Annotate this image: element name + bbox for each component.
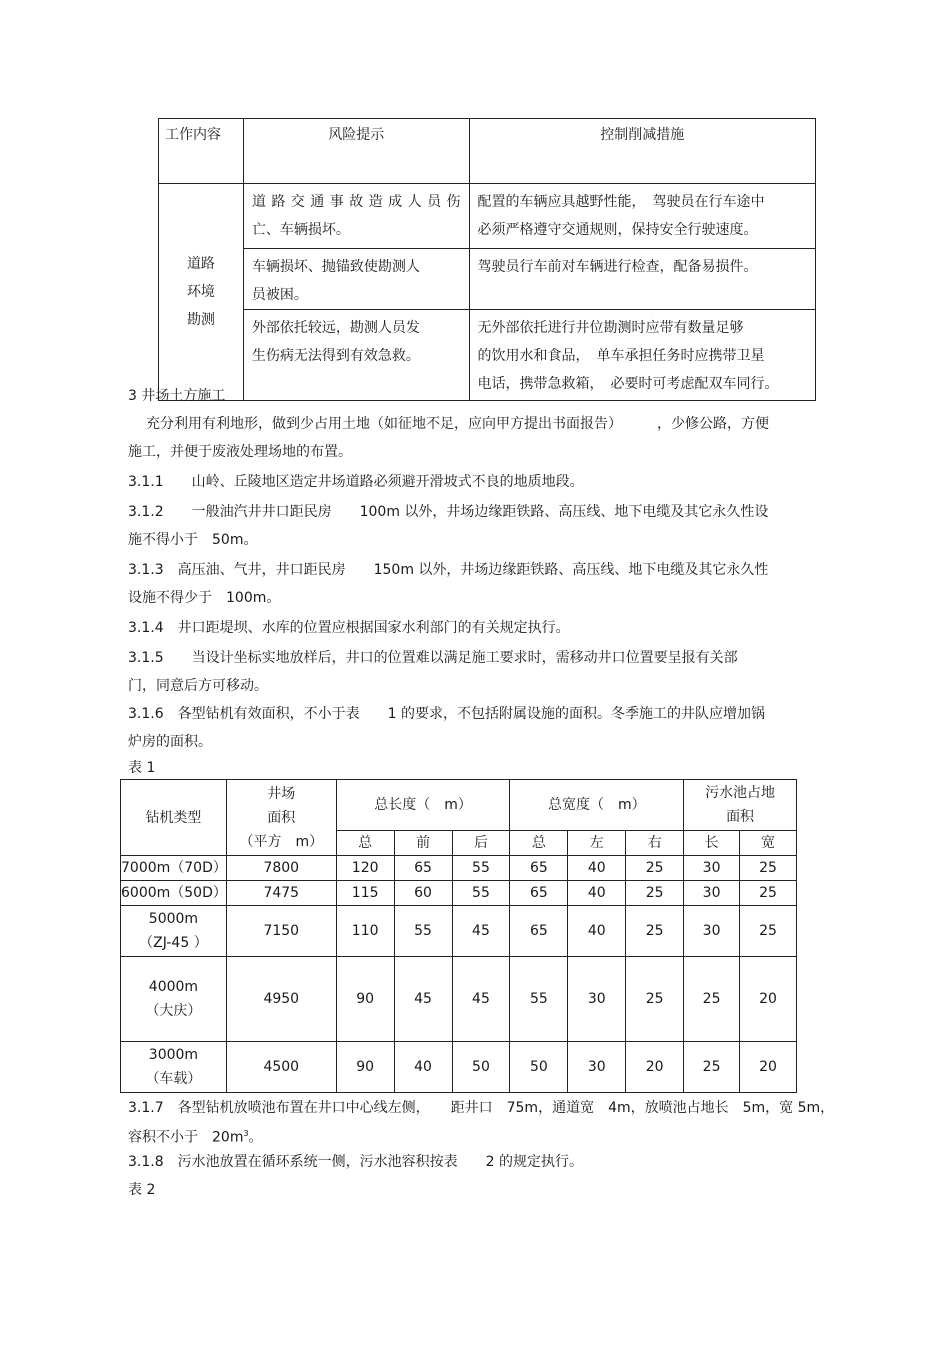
table-cell: 20 [626, 1042, 684, 1093]
header-line: 面积 [726, 809, 755, 825]
table-cell: 25 [626, 856, 684, 881]
table-cell: 90 [336, 957, 394, 1042]
risk-cell [243, 184, 469, 249]
subheader-cell: 后 [452, 831, 510, 856]
subheader-cell: 总 [510, 831, 568, 856]
rig-cell: 7000m（70D） [121, 856, 227, 881]
subheader-cell: 左 [568, 831, 626, 856]
rig-line: 4000m [148, 979, 199, 995]
clause-3-1-5-cont: 门，同意后方可移动。 [128, 678, 268, 694]
header-line: 井场 [267, 785, 296, 802]
risk-line: 生伤病无法得到有效急救。 [251, 348, 420, 364]
table-cell: 7475 [226, 881, 336, 906]
clause-3-1-3-cont: 设施不得少于 100m。 [128, 590, 281, 606]
table-header-row [121, 780, 797, 831]
table-cell: 40 [568, 881, 626, 906]
table-cell: 20 [740, 1042, 797, 1093]
table-cell: 110 [336, 906, 394, 957]
table-cell: 25 [626, 957, 684, 1042]
table-cell: 25 [626, 906, 684, 957]
header-measure: 控制削减措施 [469, 119, 815, 184]
table-cell: 4950 [226, 957, 336, 1042]
rig-line: （ZJ-45 ） [139, 935, 208, 951]
risk-line: 亡、车辆损坏。 [251, 222, 350, 238]
table-cell: 7150 [226, 906, 336, 957]
table-cell: 30 [684, 906, 740, 957]
table-cell: 25 [626, 881, 684, 906]
table-cell: 25 [684, 957, 740, 1042]
measure-line: 驾驶员行车前对车辆进行检查，配备易损件。 [477, 259, 758, 275]
risk-line: 道路交通事故造成人员伤 [251, 194, 461, 210]
category-line: 环境 [186, 284, 215, 300]
clause-3-1-6-cont: 炉房的面积。 [128, 734, 212, 750]
table-cell: 40 [568, 856, 626, 881]
measure-line: 电话，携带急救箱， 必要时可考虑配双车同行。 [477, 376, 779, 392]
paragraph-line: 施工，并便于废液处理场地的布置。 [128, 444, 352, 460]
header-line: 面积 [267, 809, 296, 826]
measure-cell [469, 249, 815, 310]
clause-3-1-7-cont [128, 1124, 263, 1148]
table-cell: 65 [394, 856, 452, 881]
table-cell: 55 [510, 957, 568, 1042]
table-row [121, 906, 797, 957]
risk-cell [243, 310, 469, 401]
table-cell: 25 [684, 1042, 740, 1093]
measure-line: 配置的车辆应具越野性能， 驾驶员在行车途中 [477, 194, 765, 210]
category-line: 道路 [186, 256, 215, 272]
header-pool-area [684, 780, 797, 831]
table-cell: 55 [394, 906, 452, 957]
table-cell: 45 [452, 957, 510, 1042]
table-cell: 65 [510, 906, 568, 957]
measure-line: 的饮用水和食品， 单车承担任务时应携带卫星 [477, 348, 765, 364]
rig-cell: 6000m（50D） [121, 881, 227, 906]
risk-line: 员被困。 [251, 287, 308, 303]
table-cell: 55 [452, 856, 510, 881]
clause-text: 容积不小于 20m [128, 1129, 244, 1146]
table-row [121, 856, 797, 881]
risk-cell [243, 249, 469, 310]
table-row [159, 249, 816, 310]
risk-line: 外部依托较远，勘测人员发 [251, 320, 420, 336]
header-total-width: 总宽度（ m） [510, 780, 684, 831]
table-header-row [159, 119, 816, 184]
risk-line: 车辆损坏、抛锚致使勘测人 [251, 259, 420, 275]
clause-3-1-4: 3.1.4 井口距堤坝、水库的位置应根据国家水利部门的有关规定执行。 [128, 620, 570, 636]
clause-3-1-8: 3.1.8 污水池放置在循环系统一侧，污水池容积按表 2 的规定执行。 [128, 1154, 583, 1170]
table-cell: 25 [740, 881, 797, 906]
rig-line: 3000m [148, 1047, 199, 1063]
clause-3-1-1: 3.1.1 山岭、丘陵地区造定井场道路必须避开滑坡式不良的地质地段。 [128, 474, 584, 490]
clause-3-1-7: 3.1.7 各型钻机放喷池布置在井口中心线左侧， 距井口 75m，通道宽 4m，放喷池占地长 5m，宽 5m， [128, 1100, 835, 1116]
table-row [159, 310, 816, 401]
clause-3-1-2: 3.1.2 一般油汽井井口距民房 100m 以外，井场边缘距铁路、高压线、地下电缆及其它永久性设 [128, 504, 769, 520]
header-rig-type: 钻机类型 [121, 780, 227, 856]
table-cell: 7800 [226, 856, 336, 881]
header-line: 污水池占地 [705, 785, 776, 801]
table-cell: 40 [568, 906, 626, 957]
table-cell: 120 [336, 856, 394, 881]
subheader-cell: 宽 [740, 831, 797, 856]
table-cell: 60 [394, 881, 452, 906]
rig-cell [121, 906, 227, 957]
clause-3-1-2-cont: 施不得小于 50m。 [128, 532, 258, 548]
header-work-content: 工作内容 [159, 119, 244, 184]
table-cell: 30 [568, 957, 626, 1042]
risk-control-table [158, 118, 816, 401]
section-heading: 3 井场土方施工 [128, 388, 226, 404]
measure-line: 必须严格遵守交通规则，保持安全行驶速度。 [477, 222, 758, 238]
rig-cell [121, 1042, 227, 1093]
table-row [121, 1042, 797, 1093]
table-cell: 25 [740, 906, 797, 957]
header-risk: 风险提示 [243, 119, 469, 184]
table-row [121, 881, 797, 906]
table-cell: 30 [568, 1042, 626, 1093]
clause-3-1-5: 3.1.5 当设计坐标实地放样后，井口的位置难以满足施工要求时，需移动井口位置要呈报有关部 [128, 650, 738, 666]
table-2-label: 表 2 [128, 1182, 156, 1198]
measure-cell [469, 184, 815, 249]
rig-area-table [120, 779, 797, 1093]
table-row [159, 184, 816, 249]
rig-line: （大庆） [145, 1003, 202, 1019]
measure-cell [469, 310, 815, 401]
header-total-length: 总长度（ m） [336, 780, 510, 831]
table-cell: 65 [510, 856, 568, 881]
subheader-cell: 右 [626, 831, 684, 856]
table-cell: 30 [684, 881, 740, 906]
rig-line: （车载） [145, 1071, 202, 1087]
clause-3-1-6: 3.1.6 各型钻机有效面积，不小于表 1 的要求，不包括附属设施的面积。冬季施工的井队应增加锅 [128, 706, 765, 722]
table-cell: 50 [510, 1042, 568, 1093]
table-cell: 115 [336, 881, 394, 906]
clause-3-1-3: 3.1.3 高压油、气井，井口距民房 150m 以外，井场边缘距铁路、高压线、地下电缆及其它永久性 [128, 562, 769, 578]
header-line: （平方 m） [239, 833, 324, 850]
table-cell: 4500 [226, 1042, 336, 1093]
table-cell: 65 [510, 881, 568, 906]
subheader-cell: 前 [394, 831, 452, 856]
rig-line: 5000m [148, 911, 199, 927]
paragraph-line: 充分利用有利地形，做到少占用土地（如征地不足，应向甲方提出书面报告） ，少修公路，方便 [146, 416, 769, 432]
category-cell [159, 184, 244, 401]
table-1-label: 表 1 [128, 760, 156, 776]
rig-cell [121, 957, 227, 1042]
table-cell: 55 [452, 881, 510, 906]
clause-text: 。 [248, 1129, 263, 1146]
table-cell: 20 [740, 957, 797, 1042]
subheader-cell: 长 [684, 831, 740, 856]
measure-line: 无外部依托进行井位勘测时应带有数量足够 [477, 320, 744, 336]
table-cell: 45 [452, 906, 510, 957]
subheader-cell: 总 [336, 831, 394, 856]
table-cell: 25 [740, 856, 797, 881]
table-cell: 50 [452, 1042, 510, 1093]
table-cell: 90 [336, 1042, 394, 1093]
superscript: 3 [243, 1129, 249, 1138]
table-cell: 40 [394, 1042, 452, 1093]
table-cell: 45 [394, 957, 452, 1042]
table-cell: 30 [684, 856, 740, 881]
table-row [121, 957, 797, 1042]
header-area [226, 780, 336, 856]
category-line: 勘测 [186, 312, 215, 328]
